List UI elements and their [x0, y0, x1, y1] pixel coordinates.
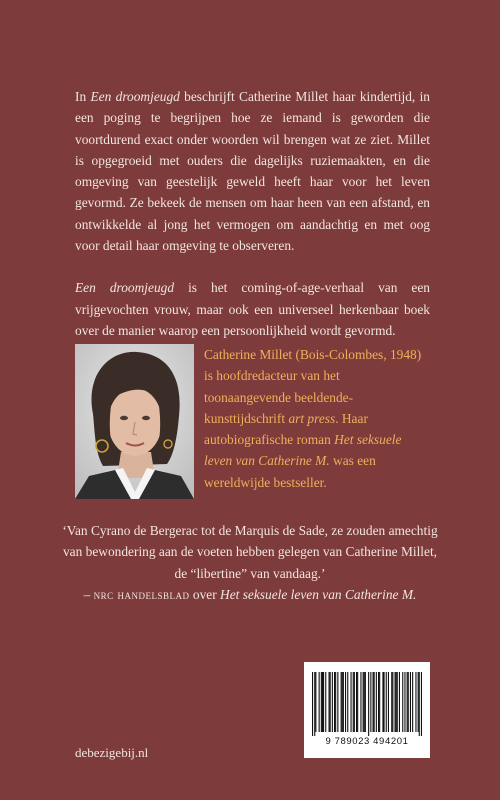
- barcode-bar: [329, 672, 330, 732]
- barcode-bar: [399, 672, 400, 732]
- quote-book-title: Het seksuele leven van Catherine M.: [220, 586, 417, 602]
- barcode-bar: [397, 672, 398, 732]
- barcode-bar: [378, 672, 379, 732]
- barcode-bar: [354, 672, 355, 732]
- barcode-bar: [334, 672, 335, 732]
- barcode-bar: [379, 672, 380, 732]
- barcode-bar: [402, 672, 403, 732]
- barcode-bar: [330, 672, 331, 732]
- blurb-paragraph-1: [75, 86, 430, 256]
- book-title: Een droomjeugd: [75, 280, 175, 296]
- quote-dash: –: [83, 586, 94, 602]
- barcode-bar: [418, 672, 419, 732]
- barcode-bar: [319, 672, 320, 732]
- barcode-bar: [360, 672, 361, 732]
- barcode-bar: [347, 672, 348, 732]
- barcode-bar: [335, 672, 336, 732]
- barcode-bar: [415, 672, 416, 732]
- barcode-bar: [412, 672, 413, 732]
- barcode-bar: [391, 672, 392, 732]
- barcode-bar: [395, 672, 396, 732]
- author-portrait-image: [75, 344, 194, 499]
- barcode-bar: [353, 672, 354, 732]
- author-bio: [204, 344, 430, 493]
- barcode-bar: [370, 672, 371, 732]
- barcode-bar: [337, 672, 338, 732]
- barcode-bars: [312, 672, 422, 736]
- barcode-bar: [368, 672, 369, 736]
- barcode-bar: [410, 672, 411, 732]
- barcode-bar: [345, 672, 346, 732]
- barcode-bar: [342, 672, 343, 732]
- barcode-bar: [332, 672, 333, 732]
- barcode-bar: [312, 672, 313, 736]
- barcode-bar: [364, 672, 365, 732]
- barcode-bar: [404, 672, 405, 732]
- barcode-bar: [343, 672, 344, 732]
- quote-publication: nrc handelsblad: [93, 586, 190, 602]
- barcode-bar: [376, 672, 377, 732]
- barcode-bar: [325, 672, 326, 732]
- barcode-bar: [322, 672, 323, 732]
- barcode-bar: [407, 672, 408, 732]
- barcode-bar: [419, 672, 420, 736]
- book-title: Een droomjeugd: [90, 89, 180, 104]
- blurb-text: is het coming-of-age-verhaal van een vrijgevochten vrouw, maar ook een universeel herkenbaar boek over de manier waarop een persoonlijkheid wordt gevormd.: [75, 280, 431, 338]
- author-bio-text: was een wereldwijde bestseller.: [204, 453, 376, 490]
- barcode-bar: [374, 672, 375, 732]
- barcode: [304, 662, 430, 758]
- blurb-text: beschrijft Catherine Millet haar kindertijd, in een poging te begrijpen hoe ze iemand is geworden die voortdurend exact onder woorden wil brengen wat ze ziet. Millet is opgegroeid met ouders die dagelijks ruziemaakten, en die omgeving van geestelijk geweld heeft haar voor het leven gevormd. Ze bekeek de mensen om haar heen van een afstand, en ontwikkelde al jong het vermogen om aandachtig en met oog voor detail haar omgeving te observeren.: [75, 89, 430, 254]
- barcode-bar: [421, 672, 422, 736]
- barcode-bar: [315, 672, 316, 732]
- barcode-bar: [384, 672, 385, 732]
- barcode-bar: [386, 672, 387, 732]
- blurb-paragraph-2: [75, 277, 430, 341]
- barcode-bar: [388, 672, 389, 732]
- barcode-bar: [382, 672, 383, 732]
- author-bio-text: Catherine Millet (Bois-Colombes, 1948) is hoofdredacteur van het toonaangevende beeldende-kunsttijdschrift: [204, 347, 422, 426]
- magazine-title: art press: [288, 410, 336, 426]
- quote-source-connector: over: [189, 586, 221, 602]
- barcode-bar: [392, 672, 393, 732]
- quote-source: [84, 587, 417, 602]
- novel-title: Het seksuele leven van Catherine M.: [204, 432, 402, 469]
- barcode-bar: [357, 672, 358, 732]
- back-cover-blurb: [75, 86, 430, 362]
- barcode-bar: [314, 672, 315, 736]
- press-quote: [60, 520, 440, 605]
- barcode-bar: [373, 672, 374, 732]
- barcode-bar: [365, 672, 366, 732]
- quote-text: ‘Van Cyrano de Bergerac tot de Marquis de Sade, ze zouden amechtig van bewondering aan de voeten hebben gelegen van Catherine Millet, de “libertine” van vandaag.’: [62, 523, 438, 581]
- isbn-number: 9 789023 494201: [325, 736, 409, 747]
- barcode-bar: [408, 672, 409, 732]
- author-photo: [75, 344, 194, 499]
- barcode-bar: [356, 672, 357, 732]
- barcode-bar: [323, 672, 324, 732]
- barcode-bar: [363, 672, 364, 732]
- publisher-website: debezigebij.nl: [75, 745, 149, 760]
- barcode-bar: [396, 672, 397, 732]
- blurb-text: In: [75, 89, 91, 104]
- barcode-bar: [341, 672, 342, 732]
- author-bio-text: . Haar autobiografische roman: [204, 410, 368, 448]
- barcode-bar: [321, 672, 322, 732]
- barcode-bar: [351, 672, 352, 732]
